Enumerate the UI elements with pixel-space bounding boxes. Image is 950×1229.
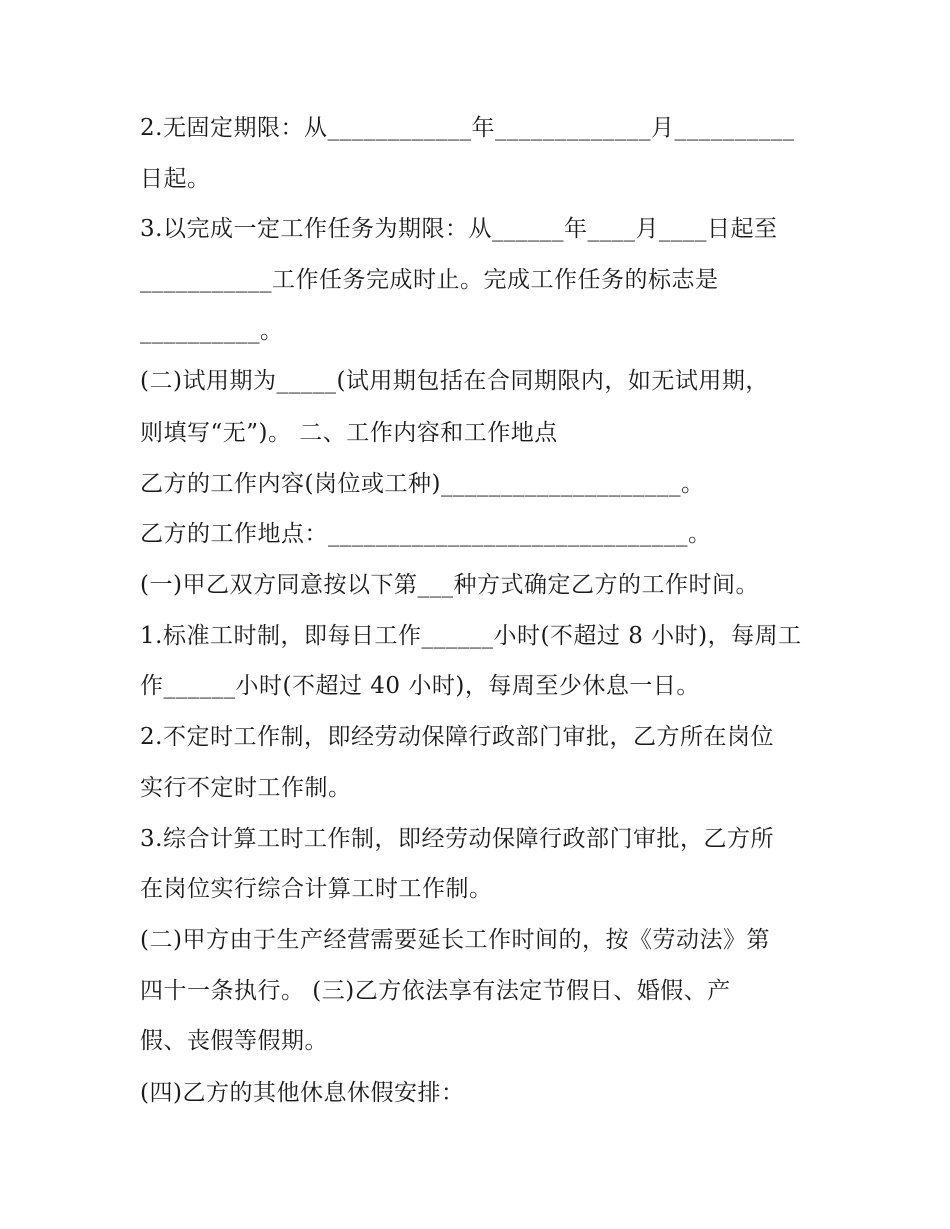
text-line-8: 乙方的工作内容(岗位或工种)____________________。	[140, 471, 705, 497]
text-line-15: 3.综合计算工时工作制，即经劳动保障行政部门审批，乙方所	[140, 826, 774, 852]
text-line-9: 乙方的工作地点：______________________________。	[140, 521, 712, 547]
text-line-4: ___________工作任务完成时止。完成工作任务的标志是	[140, 267, 719, 293]
text-line-13: 2.不定时工作制，即经劳动保障行政部门审批，乙方所在岗位	[140, 724, 774, 750]
text-line-20: (四)乙方的其他休息休假安排：	[140, 1080, 465, 1106]
text-line-3: 3.以完成一定工作任务为期限：从______年____月____日起至	[140, 216, 778, 242]
text-line-16: 在岗位实行综合计算工时工作制。	[140, 876, 493, 902]
text-line-6: (二)试用期为_____(试用期包括在合同期限内，如无试用期，	[140, 368, 769, 394]
text-line-7: 则填写“无”)。 二、工作内容和工作地点	[140, 420, 558, 446]
text-line-17: (二)甲方由于生产经营需要延长工作时间的，按《劳动法》第	[140, 927, 770, 953]
text-line-14: 实行不定时工作制。	[140, 775, 352, 801]
text-line-19: 假、丧假等假期。	[140, 1028, 328, 1054]
text-line-10: (一)甲乙双方同意按以下第___种方式确定乙方的工作时间。	[140, 572, 759, 598]
text-line-1: 2.无固定期限：从____________年_____________月__________	[140, 115, 795, 141]
text-line-11: 1.标准工时制，即每日工作______小时(不超过 8 小时)，每周工	[140, 623, 802, 649]
text-line-12: 作______小时(不超过 40 小时)，每周至少休息一日。	[140, 673, 700, 699]
text-line-2: 日起。	[140, 166, 211, 192]
text-line-18: 四十一条执行。 (三)乙方依法享有法定节假日、婚假、产	[140, 978, 731, 1004]
text-line-5: __________。	[140, 318, 284, 344]
